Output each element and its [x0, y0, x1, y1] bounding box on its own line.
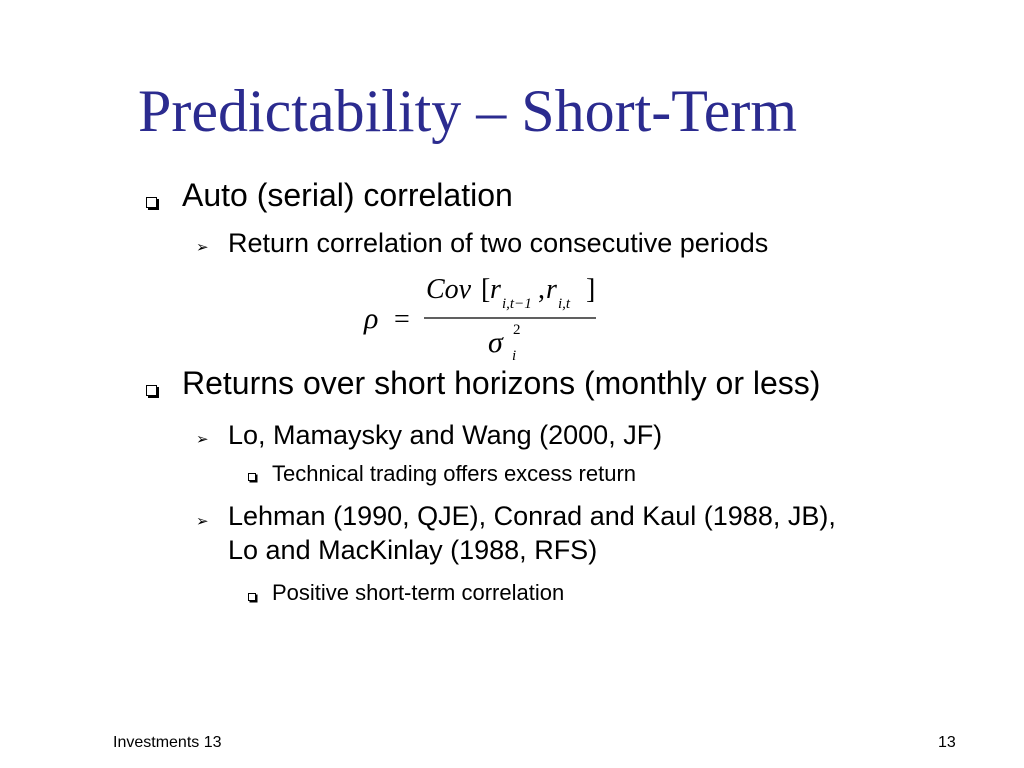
square-bullet-icon	[146, 385, 157, 396]
square-bullet-icon	[248, 473, 256, 481]
formula-r1-subscript: i,t−1	[502, 296, 532, 312]
formula-r1: r	[490, 274, 501, 305]
arrow-bullet-icon: ➢	[196, 513, 209, 530]
formula-rho: ρ	[364, 302, 379, 335]
square-bullet-icon	[248, 593, 256, 601]
autocorrelation-formula	[360, 268, 610, 368]
page-number: 13	[938, 734, 956, 751]
sub-bullet-lo-mackinlay: Lo and MacKinlay (1988, RFS)	[228, 535, 598, 565]
formula-bracket-close: ]	[586, 274, 596, 305]
formula-cov: Cov	[426, 274, 472, 305]
bullet-auto-correlation: Auto (serial) correlation	[182, 177, 513, 213]
formula-r2-subscript: i,t	[558, 296, 571, 312]
formula-r2: r	[546, 274, 557, 305]
sub-sub-bullet-positive-correlation: Positive short-term correlation	[272, 580, 565, 605]
formula-bracket-open: [	[481, 274, 491, 305]
formula-equals: =	[394, 304, 410, 335]
sub-bullet-return-correlation: Return correlation of two consecutive periods	[228, 228, 769, 258]
sub-sub-bullet-technical-trading: Technical trading offers excess return	[272, 461, 636, 486]
sub-bullet-lehman-conrad-kaul: Lehman (1990, QJE), Conrad and Kaul (1988, JB),	[228, 501, 836, 531]
formula-sigma-superscript: 2	[513, 322, 521, 338]
formula-comma: ,	[538, 274, 545, 305]
slide-title: Predictability – Short-Term	[138, 78, 798, 144]
sub-bullet-lo-mamaysky-wang: Lo, Mamaysky and Wang (2000, JF)	[228, 420, 663, 450]
footer-left-text: Investments 13	[113, 734, 222, 751]
formula-sigma-subscript: i	[512, 348, 517, 364]
formula-sigma: σ	[488, 326, 503, 359]
bullet-short-horizons: Returns over short horizons (monthly or less)	[182, 365, 821, 401]
arrow-bullet-icon: ➢	[196, 431, 209, 448]
square-bullet-icon	[146, 197, 157, 208]
arrow-bullet-icon: ➢	[196, 239, 209, 256]
